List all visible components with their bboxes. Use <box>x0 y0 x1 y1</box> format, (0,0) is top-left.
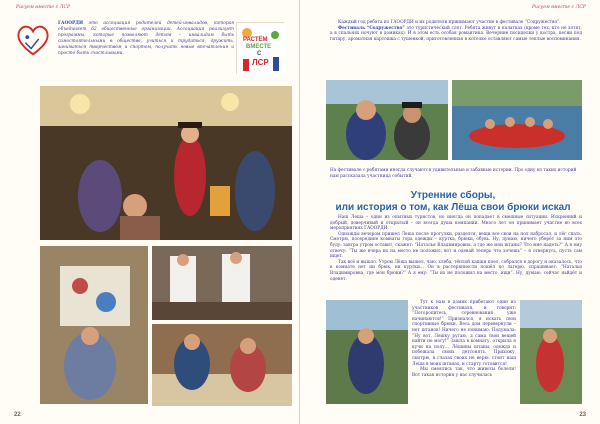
festival-intro-text <box>330 20 582 42</box>
story-paragraph-3: Так всё и вышло. Утром Лёша вышел, чаю, хлеба, тёплой кашки поел, собрался в дорогу и оказалось, что в комнате нет ни брюк, ни куртки… Он в растерянности пошёл по лагерю, спрашивает: “Наталья Владимировна, где мои брюки?” А я ему: “Ты их не положил на место, ищи”. Ну, думаю, сейчас найдёт и оденет. <box>330 259 582 282</box>
photo-tourists-camp <box>326 80 448 160</box>
fest-logo-word-4: ЛСР <box>252 58 269 67</box>
festival-description: это туристический слет. Ребята живут в палатках (кроме тех, кто не хотят, а в спальнях ночуют в домиках). И в этом есть особая романтика. Вечерние посиделки у костра, песни под гитару, ароматная картошка с тушенкой, приготовленная в котелке оставляют самые теплые воспоминания. <box>330 25 582 42</box>
running-head-right: Рисуем вместе с ЛСР <box>531 5 586 10</box>
festival-para-2 <box>330 26 582 43</box>
story-paragraph-2: Однажды вечером пришел Леша после прогулки, разделся, вещи все свои на пол набросал, и лёг спать. Смотрю, посередине комнаты гора одежды – куртка, брюки, обувь. Ну, думаю, ничего уберёт за ним это буду: завтра утром оставит, скажет: “Наталья Владимировна, а где же мои штаны? Что мне надеть?” А я ему отвечу: “Ты же вчера их на место не положил, вот и одевай теперь что хочешь” – я отвернусь, пусть сам ищет. <box>330 231 582 260</box>
page-number-right: 23 <box>579 412 586 418</box>
story-body-middle <box>412 300 516 378</box>
story-body-top <box>330 215 582 282</box>
photo-cooks-class <box>152 246 292 320</box>
fest-logo-word-2: ВМЕСТЕ <box>246 44 272 50</box>
fest-logo-word-3: С <box>257 51 262 57</box>
festival-para-1: Каждый год ребята из ГАООРДИ и их родители принимают участие в фестивале “Содружество”. <box>338 20 561 25</box>
intro-org-name: ГАООРДИ <box>58 21 84 26</box>
story-title <box>322 190 584 213</box>
photo-race-outdoors <box>520 300 582 404</box>
story-title-line-1: Утренние сборы, <box>410 190 496 201</box>
running-head-left: Рисуем вместе с ЛСР <box>16 5 71 10</box>
story-paragraph-4: Тут к нам в домик прибегают один из участников фестиваля, и говорит: “Поторопитесь, соревнования уже начинаются!” Признался, я искать свои спортивные брюки. Весь дом перевернули – нет штанов! Ничего не понимаю. Подумала: “Ну вот, Лешку ругаю, а сама свои вещей найти не могу!” Зашла в комнату, открыла я кучи на полу… Лёшины штаны, одежда и побежала своих детсонять. Прихожу, смотрю, в глазах своих не верю: стоит наш Леша в моих штанах, и старту готовится! <box>412 300 516 367</box>
page-number-left: 22 <box>14 412 21 418</box>
photo-rafting <box>452 80 582 160</box>
photo-games-at-camp <box>326 300 408 404</box>
festival-logo <box>236 22 284 74</box>
photo-child-painting <box>40 246 148 404</box>
fest-logo-word-1: РАСТЁМ <box>243 37 268 43</box>
photo-performer-with-children <box>40 86 292 240</box>
intro-body: это ассоциация родителей детей-инвалидов, которая объединяет 62 общественные организации. Ассоциация реализует программы, которые позволяют детям – инвалидам быть самостоятельными в обществе, учиться и трудиться, дружить, заниматься творчеством и спортом, получать новые впечатления и просто быть счастливыми. <box>58 21 234 57</box>
story-paragraph-1: Наш Леша – один из опытных туристов, но иногда он попадает в смешные ситуации. Искренний и добрый, доверчивый и открытый – он всегда душа компании. Много лет он принимает участие во всех мероприятиях ГАООРДИ. <box>330 215 582 232</box>
story-paragraph-5: Мы смеялись так, что животы болели! Вот такая история у нас случилась <box>412 367 516 378</box>
festival-name: Фестиваль “Содружество” <box>338 25 405 31</box>
heart-logo-icon <box>14 20 52 58</box>
intro-paragraph <box>58 21 234 58</box>
story-title-line-2: или история о том, как Лёша свои брюки искал <box>335 201 571 213</box>
photo-children-craft <box>152 324 292 406</box>
story-intro-caption: На фестивале с ребятами иногда случаются удивительные и забавные истории. Про одну из таких историй нам рассказала участница событий. <box>330 168 577 179</box>
